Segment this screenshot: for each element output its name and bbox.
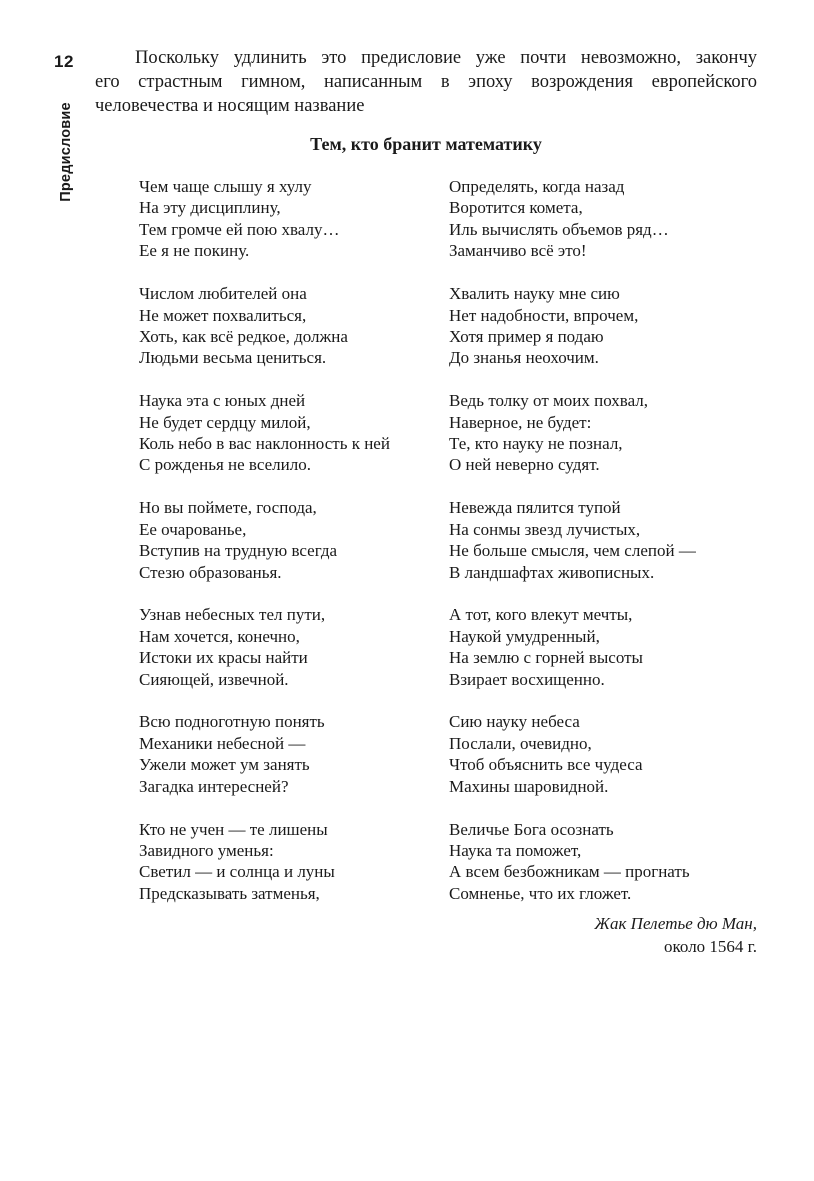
signature-date: около 1564 г. <box>664 937 757 956</box>
stanza <box>449 711 696 797</box>
verse-line: Сию науку небеса <box>449 712 580 732</box>
signature-author: Жак Пелетье дю Ман, <box>594 914 757 933</box>
verse-line: Не может похвалиться, <box>139 305 307 325</box>
stanza <box>139 390 390 476</box>
verse-line: Наукой умудренный, <box>449 626 600 646</box>
running-header <box>55 98 77 206</box>
running-header-label: Предисловие <box>58 102 74 202</box>
verse-line: Величье Бога осознать <box>449 819 614 839</box>
stanza <box>449 604 696 690</box>
verse-line: Завидного уменья: <box>139 840 274 860</box>
verse-line: Людьми весьма цениться. <box>139 348 327 368</box>
verse-line: Не будет сердцу милой, <box>139 412 311 432</box>
verse-line: Нет надобности, впрочем, <box>449 305 639 325</box>
verse-line: Ее я не покину. <box>139 241 250 261</box>
verse-line: Воротится комета, <box>449 198 583 218</box>
verse-line: Ужели может ум занять <box>139 755 310 775</box>
verse-line: Предсказывать затменья, <box>139 883 320 903</box>
stanza <box>139 819 390 905</box>
stanza <box>139 497 390 583</box>
verse-line: Истоки их красы найти <box>139 648 308 668</box>
intro-line: Поскольку удлинить это предисловие уже почти невозможно, закончу <box>135 48 757 68</box>
verse-line: Взирает восхищенно. <box>449 669 605 689</box>
verse-line: Ее очарованье, <box>139 519 247 539</box>
verse-line: Невежда пялится тупой <box>449 498 621 518</box>
verse-line: А тот, кого влекут мечты, <box>449 605 633 625</box>
poem-right-column <box>449 176 696 926</box>
stanza <box>139 604 390 690</box>
verse-line: Послали, очевидно, <box>449 733 592 753</box>
verse-line: Стезю образованья. <box>139 562 282 582</box>
verse-line: На эту дисциплину, <box>139 198 281 218</box>
verse-line: Тем громче ей пою хвалу… <box>139 219 340 239</box>
verse-line: На сонмы звезд лучистых, <box>449 519 641 539</box>
verse-line: Заманчиво всё это! <box>449 241 587 261</box>
stanza <box>139 176 390 262</box>
verse-line: Определять, когда назад <box>449 177 625 196</box>
verse-line: Чтоб объяснить все чудеса <box>449 755 643 775</box>
verse-line: Но вы поймете, господа, <box>139 498 317 518</box>
verse-line: Чем чаще слышу я хулу <box>139 177 312 196</box>
verse-line: В ландшафтах живописных. <box>449 562 655 582</box>
verse-line: Сияющей, извечной. <box>139 669 289 689</box>
verse-line: Нам хочется, конечно, <box>139 626 300 646</box>
verse-line: Светил — и солнца и луны <box>139 862 335 882</box>
verse-line: Загадка интересней? <box>139 776 289 796</box>
poem-signature <box>594 912 757 958</box>
poem-title: Тем, кто бранит математику <box>310 134 542 154</box>
verse-line: Иль вычислять объемов ряд… <box>449 219 669 239</box>
verse-line: Вступив на трудную всегда <box>139 541 338 561</box>
verse-line: Наука та поможет, <box>449 840 582 860</box>
verse-line: А всем безбожникам — прогнать <box>449 862 690 882</box>
page-number: 12 <box>54 52 74 71</box>
verse-line: Наверное, не будет: <box>449 412 592 432</box>
intro-line: его страстным гимном, написанным в эпоху возрождения европейского <box>95 72 757 92</box>
verse-line: Механики небесной — <box>139 733 306 753</box>
verse-line: Не больше смысля, чем слепой — <box>449 541 696 561</box>
stanza <box>449 283 696 369</box>
verse-line: До знанья неохочим. <box>449 348 599 368</box>
verse-line: Числом любителей она <box>139 284 307 304</box>
intro-line: человечества и носящим название <box>95 96 365 116</box>
verse-line: Узнав небесных тел пути, <box>139 605 326 625</box>
verse-line: Ведь толку от моих похвал, <box>449 391 649 411</box>
stanza <box>139 711 390 797</box>
verse-line: С рожденья не вселило. <box>139 455 311 475</box>
verse-line: Хотя пример я подаю <box>449 326 604 346</box>
verse-line: Те, кто науку не познал, <box>449 434 623 453</box>
verse-line: Хвалить науку мне сию <box>449 284 620 304</box>
verse-line: Наука эта с юных дней <box>139 391 306 411</box>
intro-paragraph <box>95 46 757 118</box>
verse-line: Всю подноготную понять <box>139 712 325 732</box>
verse-line: Кто не учен — те лишены <box>139 819 328 839</box>
verse-line: Коль небо в вас наклонность к ней <box>139 434 390 453</box>
poem-left-column <box>139 176 390 926</box>
verse-line: Махины шаровидной. <box>449 776 609 796</box>
verse-line: На землю с горней высоты <box>449 648 643 668</box>
stanza <box>449 497 696 583</box>
stanza <box>449 176 696 262</box>
stanza <box>449 819 696 905</box>
stanza <box>449 390 696 476</box>
stanza <box>139 283 390 369</box>
verse-line: Хоть, как всё редкое, должна <box>139 326 348 346</box>
verse-line: О ней неверно судят. <box>449 455 600 475</box>
verse-line: Сомненье, что их гложет. <box>449 883 632 903</box>
